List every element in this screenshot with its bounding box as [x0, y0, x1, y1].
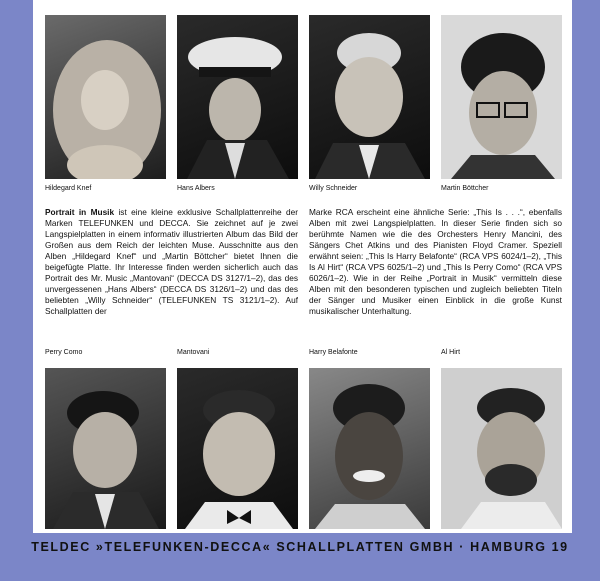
caption-hans-albers: Hans Albers: [177, 185, 215, 192]
portrait-photo-mantovani: [177, 368, 298, 529]
body-text-right-content: Marke RCA erscheint eine ähnliche Serie: „This Is . . .“, ebenfalls Alben mit zwei Langspielplatten. In dieser Serie finden sich so berühmte Namen wie die des Orchesters Henry Mancini, des Sängers Chet Atkins und des Pianisten Floyd Cramer. Speziell erwähnt seien: „This Is Harry Belafonte“ (RCA VPS 6024/1–2), „This Is Al Hirt“ (RCA VPS 6025/1–2) und „This Is Perry Como“ (RCA VPS 6026/1–2). Wie in der Reihe „Portrait in Musik“ vermitteln diese Alben mit den besonderen typischen und zugleich beliebten Titeln der Sänger und Musiker einen Einblick in die große Kunst musikalischer Unterhaltung.: [309, 207, 562, 316]
portrait-photo-perry-como: [45, 368, 166, 529]
portrait-photo-harry-belafonte: [309, 368, 430, 529]
portrait-photo-martin-boettcher: [441, 15, 562, 179]
caption-hildegard-knef: Hildegard Knef: [45, 185, 92, 192]
portrait-photo-hildegard-knef: [45, 15, 166, 179]
caption-mantovani: Mantovani: [177, 349, 210, 356]
body-text-left: [45, 207, 298, 339]
portrait-photo-willy-schneider: [309, 15, 430, 179]
caption-al-hirt: Al Hirt: [441, 349, 461, 356]
caption-martin-boettcher: Martin Böttcher: [441, 185, 489, 192]
body-text-right: [309, 207, 562, 339]
series-title: Portrait in Musik: [45, 207, 115, 217]
caption-perry-como: Perry Como: [45, 349, 83, 356]
portrait-photo-al-hirt: [441, 368, 562, 529]
caption-harry-belafonte: Harry Belafonte: [309, 349, 358, 356]
portrait-photo-hans-albers: [177, 15, 298, 179]
sleeve-panel: [33, 0, 572, 533]
body-text-left-content: ist eine kleine exklusive Schallplattenreihe der Marken TELEFUNKEN und DECCA. Sie zeichnet auf je zwei Langspielplatten in einem informativ illustrierten Album das Bild der Großen aus dem Reich der leichten Muse. Ausschnitte aus den Alben „Hildegard Knef“ und „Martin Böttcher“ bietet Ihnen die beigefügte Platte. Ihr Interesse finden werden sicherlich auch das Portrait des Mr. Music „Mantovani“ (DECCA DS 3127/1–2), das des unvergessenen „Hans Albers“ (DECCA DS 3126/1–2) und das des beliebten „Willy Schneider“ (TELEFUNKEN TS 3121/1–2). Auf Schallplatten der: [45, 207, 298, 316]
caption-willy-schneider: Willy Schneider: [309, 185, 358, 192]
publisher-footer: TELDEC »TELEFUNKEN-DECCA« SCHALLPLATTEN GMBH · HAMBURG 19: [31, 540, 569, 554]
